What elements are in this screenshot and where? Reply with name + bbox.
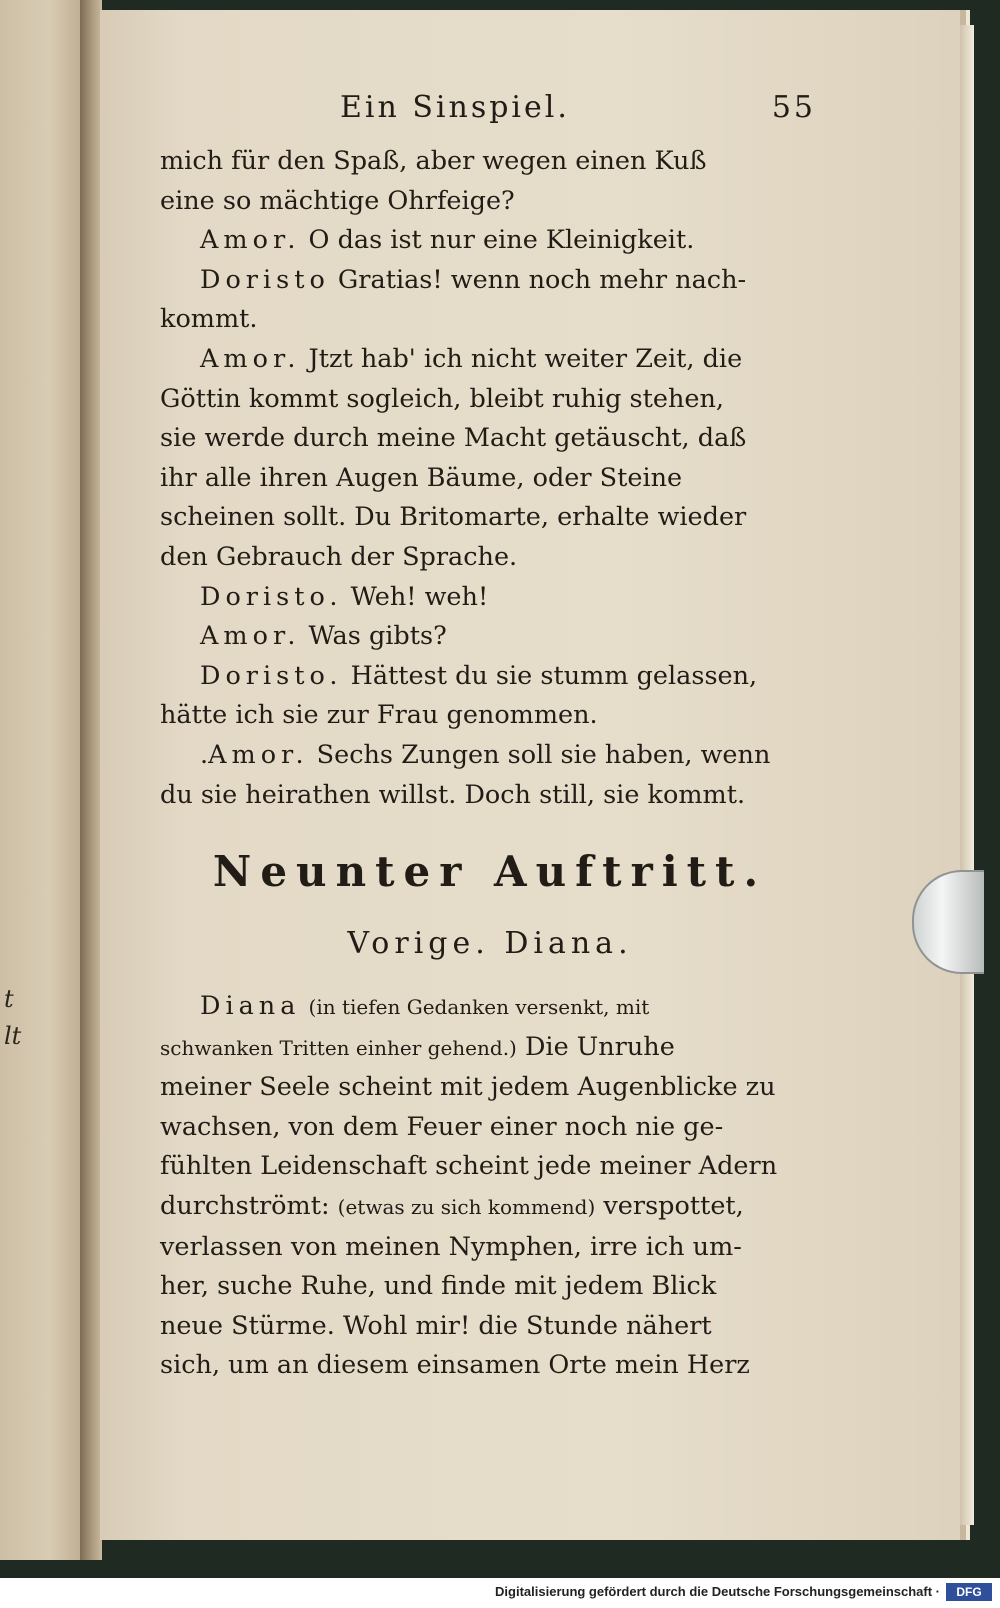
text-line bbox=[160, 221, 820, 261]
text-line: wachsen, von dem Feuer einer noch nie ge- bbox=[160, 1111, 724, 1142]
facing-page-fragment: lt bbox=[4, 1022, 22, 1050]
text-line bbox=[160, 498, 820, 538]
line-text: Hättest du sie stumm gelassen, bbox=[342, 660, 758, 691]
line-prefix: . bbox=[200, 739, 209, 770]
text-line bbox=[160, 419, 820, 459]
line-text: ihr alle ihren Augen Bäume, oder Steine bbox=[160, 462, 683, 493]
stage-direction: schwanken Tritten einher gehend.) bbox=[160, 1035, 517, 1060]
dialogue-block bbox=[160, 142, 820, 815]
line-text: mich für den Spaß, aber wegen einen Kuß bbox=[160, 146, 707, 176]
text-line bbox=[160, 261, 820, 301]
line-text: hätte ich sie zur Frau genommen. bbox=[160, 700, 598, 731]
speaker-name: Amor. bbox=[200, 225, 301, 256]
speaker-name: Doristo. bbox=[200, 660, 343, 691]
diana-speech bbox=[160, 987, 820, 1386]
text-line bbox=[160, 538, 820, 578]
text-line bbox=[160, 300, 820, 340]
text-line bbox=[160, 380, 820, 420]
speaker-name: Diana bbox=[200, 991, 301, 1022]
text-line: fühlten Leidenschaft scheint jede meiner Adern bbox=[160, 1151, 778, 1182]
line-text: eine so mächtige Ohrfeige? bbox=[160, 185, 515, 216]
line-text: kommt. bbox=[160, 304, 258, 335]
text-line bbox=[160, 617, 820, 657]
text-line bbox=[160, 1187, 820, 1228]
line-text: den Gebrauch der Sprache. bbox=[160, 541, 518, 572]
funding-credit: Digitalisierung gefördert durch die Deutsche Forschungsgemeinschaft · bbox=[495, 1584, 940, 1599]
page-edges bbox=[960, 25, 974, 1525]
speaker-name: Amor. bbox=[208, 739, 309, 770]
line-text: verspottet, bbox=[595, 1191, 744, 1222]
running-title: Ein Sinspiel. bbox=[340, 90, 570, 125]
text-line bbox=[160, 340, 820, 380]
line-text: Gratias! wenn noch mehr nach- bbox=[329, 264, 747, 295]
text-line bbox=[160, 696, 820, 736]
line-text: durchströmt: bbox=[160, 1191, 338, 1222]
text-line bbox=[160, 459, 820, 499]
text-line bbox=[160, 736, 820, 776]
line-text: Jtzt hab' ich nicht weiter Zeit, die bbox=[300, 343, 743, 374]
line-text: Göttin kommt sogleich, bleibt ruhig stehen, bbox=[160, 383, 724, 414]
stage-direction: (etwas zu sich kommend) bbox=[337, 1195, 596, 1220]
dfg-logo: DFG bbox=[946, 1583, 992, 1601]
book-gutter bbox=[80, 0, 102, 1560]
line-text: Weh! weh! bbox=[342, 581, 489, 612]
line-text: Was gibts? bbox=[300, 621, 447, 652]
speaker-name: Doristo. bbox=[200, 581, 343, 612]
speaker-name: Doristo bbox=[200, 264, 330, 295]
text-line bbox=[160, 578, 820, 618]
scene-heading: Neunter Auftritt. bbox=[212, 847, 768, 897]
running-head bbox=[160, 90, 820, 142]
speaker-name: Amor. bbox=[200, 343, 301, 374]
line-text: scheinen sollt. Du Britomarte, erhalte wieder bbox=[160, 502, 747, 533]
facing-page bbox=[0, 0, 82, 1560]
text-line: neue Stürme. Wohl mir! die Stunde nähert bbox=[160, 1310, 712, 1341]
text-line: verlassen von meinen Nymphen, irre ich um- bbox=[160, 1231, 742, 1262]
facing-page-fragment: t bbox=[4, 985, 14, 1013]
text-line: sich, um an diesem einsamen Orte mein Herz bbox=[160, 1350, 750, 1381]
text-line bbox=[160, 1028, 820, 1069]
page-number: 55 bbox=[771, 90, 816, 125]
text-line bbox=[160, 142, 820, 182]
text-line: her, suche Ruhe, und finde mit jedem Blick bbox=[160, 1271, 717, 1302]
page-text bbox=[160, 90, 820, 1386]
line-text: Sechs Zungen soll sie haben, wenn bbox=[308, 739, 771, 770]
text-line bbox=[160, 657, 820, 697]
line-text: sie werde durch meine Macht getäuscht, daß bbox=[160, 423, 747, 454]
speaker-name: Amor. bbox=[200, 621, 301, 652]
stage-direction: (in tiefen Gedanken versenkt, mit bbox=[308, 995, 650, 1020]
line-text: O das ist nur eine Kleinigkeit. bbox=[300, 225, 695, 256]
text-line bbox=[160, 776, 820, 816]
text-line bbox=[160, 182, 820, 222]
line-text: Die Unruhe bbox=[516, 1031, 675, 1062]
text-line bbox=[160, 987, 820, 1028]
text-line: meiner Seele scheint mit jedem Augenblicke zu bbox=[160, 1072, 776, 1103]
scene-persons: Vorige. Diana. bbox=[347, 926, 633, 962]
digitization-footer bbox=[0, 1578, 1000, 1608]
line-text: du sie heirathen willst. Doch still, sie kommt. bbox=[160, 779, 746, 810]
